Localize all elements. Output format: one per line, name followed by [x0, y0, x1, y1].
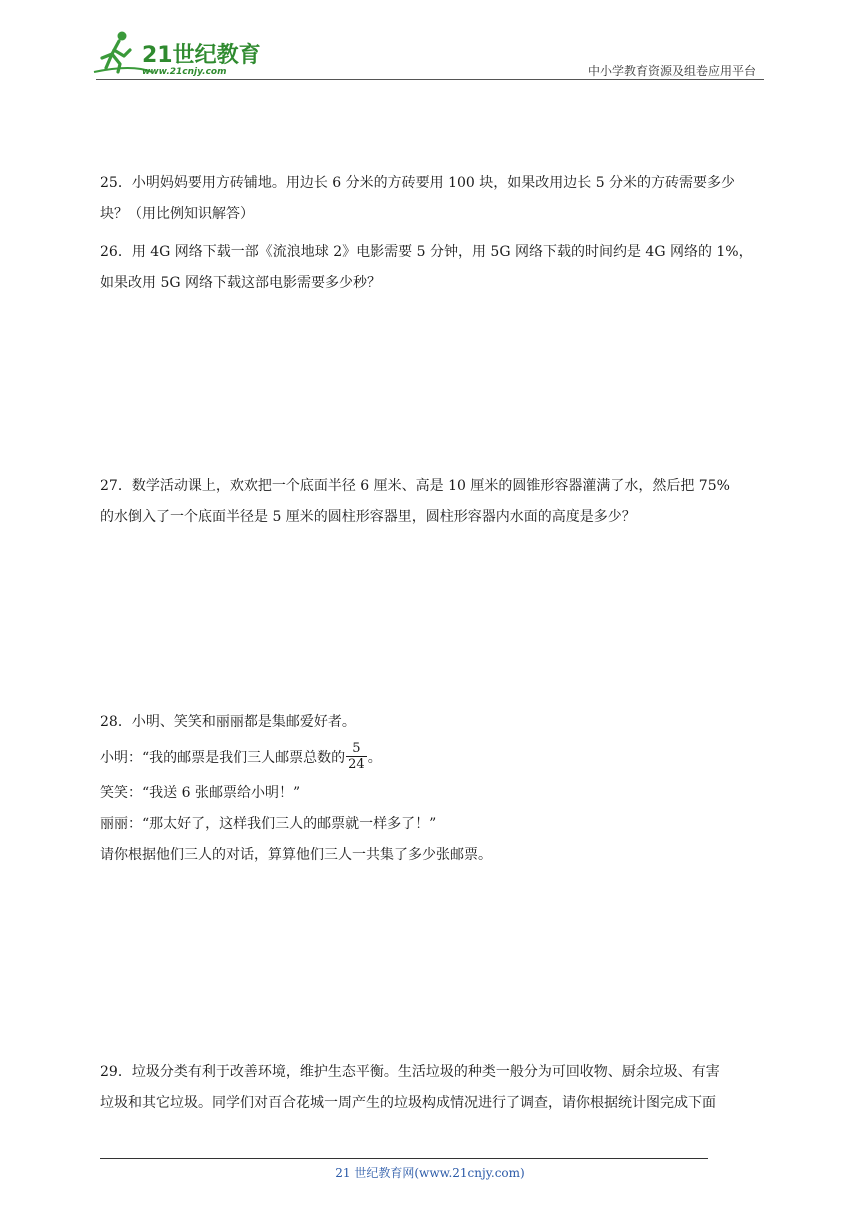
logo-21cnjy: [92, 28, 262, 80]
question-28: [100, 707, 770, 871]
question-27: [100, 471, 770, 533]
question-27-line2: 的水倒入了一个底面半径是 5 厘米的圆柱形容器里，圆柱形容器内水面的高度是多少？: [100, 509, 636, 525]
header-divider: [96, 79, 764, 80]
question-26-line2: 如果改用 5G 网络下载这部电影需要多少秒？: [100, 275, 381, 291]
fraction-5-24: [346, 741, 367, 772]
footer-divider: [100, 1158, 708, 1159]
platform-name: 中小学教育资源及组卷应用平台: [587, 64, 756, 78]
question-29-line1: 29．垃圾分类有利于改善环境，维护生态平衡。生活垃圾的种类一般分为可回收物、厨余垃圾、有害: [100, 1064, 720, 1080]
question-28-xiaoming: [100, 738, 770, 778]
question-28-ask: 请你根据他们三人的对话，算算他们三人一共集了多少张邮票。: [100, 847, 492, 863]
question-29: [100, 1057, 770, 1119]
fraction-numerator: 5: [346, 741, 367, 757]
question-25-line2: 块？（用比例知识解答）: [100, 206, 254, 222]
question-28-xiaoxiao: 笑笑：“我送 6 张邮票给小明！”: [100, 785, 301, 801]
logo-text: 21世纪教育: [142, 43, 261, 68]
question-26: [100, 237, 770, 299]
question-29-line2: 垃圾和其它垃圾。同学们对百合花城一周产生的垃圾构成情况进行了调查，请你根据统计图完成下面: [100, 1095, 716, 1111]
question-27-line1: 27．数学活动课上，欢欢把一个底面半径 6 厘米、高是 10 厘米的圆锥形容器灌满了水，然后把 75%: [100, 478, 730, 494]
question-28-intro: 28．小明、笑笑和丽丽都是集邮爱好者。: [100, 714, 356, 730]
question-25-line1: 25．小明妈妈要用方砖铺地。用边长 6 分米的方砖要用 100 块，如果改用边长 5 分米的方砖需要多少: [100, 175, 736, 191]
xiaoming-suffix: 。: [367, 750, 382, 766]
fraction-denominator: 24: [348, 756, 365, 772]
logo-url: www.21cnjy.com: [142, 67, 227, 77]
question-26-line1: 26．用 4G 网络下载一部《流浪地球 2》电影需要 5 分钟，用 5G 网络下载的时间约是 4G 网络的 1%，: [100, 244, 753, 260]
question-25: [100, 168, 770, 230]
question-28-lili: 丽丽：“那太好了，这样我们三人的邮票就一样多了！”: [100, 816, 437, 832]
page-header: [0, 0, 860, 90]
footer-site: 21 世纪教育网(www.21cnjy.com): [335, 1166, 525, 1180]
xiaoming-prefix: 小明：“我的邮票是我们三人邮票总数的: [100, 750, 346, 766]
